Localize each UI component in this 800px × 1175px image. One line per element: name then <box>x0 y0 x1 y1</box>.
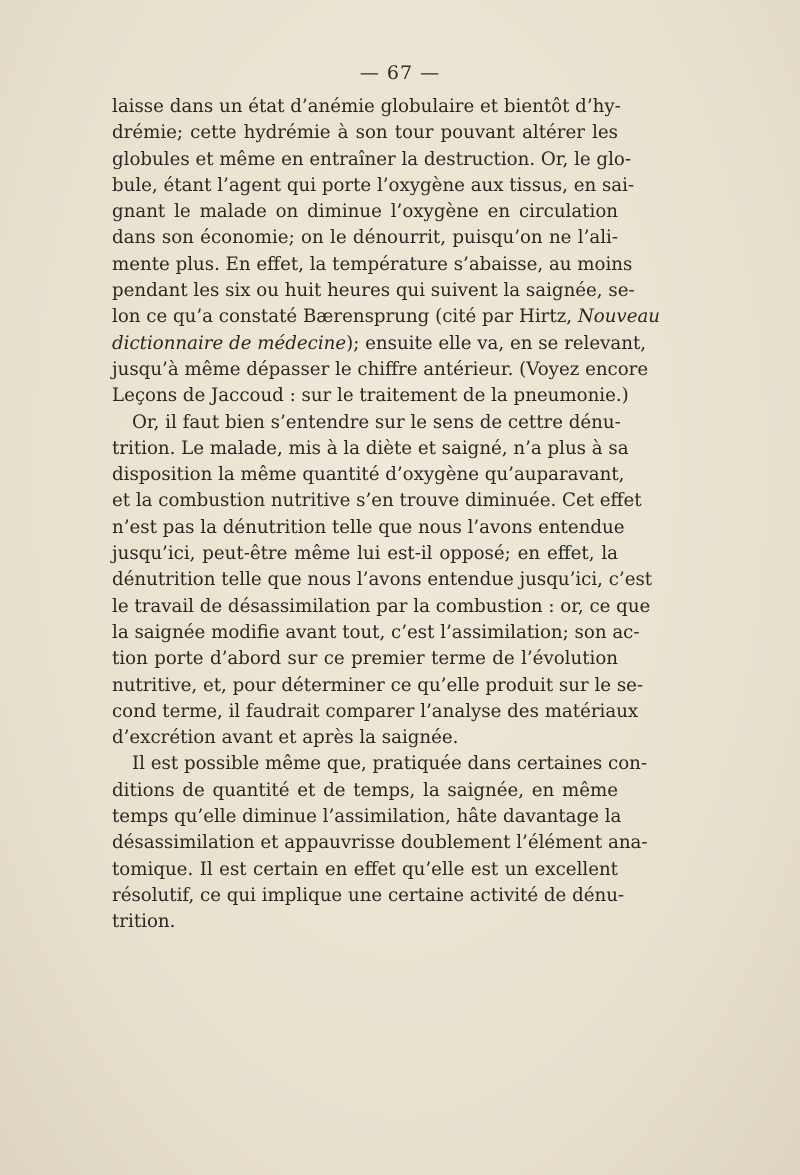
text-line: la saignée modifie avant tout, c’est l’assimilation; son ac- <box>112 621 640 643</box>
body-text <box>112 94 661 936</box>
text-line: gnant le malade on diminue l’oxygène en circulation <box>112 201 618 223</box>
text-line: cond terme, il faudrait comparer l’analyse des matériaux <box>112 700 639 722</box>
text-line: temps qu’elle diminue l’assimilation, hâte davantage la <box>112 806 622 828</box>
text-line <box>112 331 647 357</box>
text-line: jusqu’ici, peut-être même lui est-il opposé; en effet, la <box>112 543 618 565</box>
text-line: ditions de quantité et de temps, la saignée, en même <box>112 779 618 801</box>
text-line: d’excrétion avant et après la saignée. <box>112 727 459 749</box>
text-line: et la combustion nutritive s’en trouve diminuée. Cet effet <box>112 490 642 512</box>
text-line: le travail de désassimilation par la combustion : or, ce que <box>112 595 651 617</box>
italic-title: dictionnaire de médecine <box>112 332 347 354</box>
text-line: bule, étant l’agent qui porte l’oxygène aux tissus, en sai- <box>112 174 635 196</box>
text-line: nutritive, et, pour déterminer ce qu’elle produit sur le se- <box>112 674 644 696</box>
text-line: globules et même en entraîner la destruction. Or, le glo- <box>112 148 631 170</box>
text-line: désassimilation et appauvrisse doublement l’élément ana- <box>112 832 648 854</box>
text-line: dénutrition telle que nous l’avons entendue jusqu’ici, c’est <box>112 569 653 591</box>
text-line: résolutif, ce qui implique une certaine activité de dénu- <box>112 884 625 906</box>
text-line: pendant les six ou huit heures qui suivent la saignée, se- <box>112 280 635 302</box>
paragraph <box>112 410 653 752</box>
text-line: drémie; cette hydrémie à son tour pouvant altérer les <box>112 122 618 144</box>
text-line: tomique. Il est certain en effet qu’elle est un excellent <box>112 858 618 880</box>
paragraph <box>112 94 661 410</box>
text-line: tion porte d’abord sur ce premier terme de l’évolution <box>112 648 618 670</box>
text-line: laisse dans un état d’anémie globulaire et bientôt d’hy- <box>112 96 621 117</box>
text-line: n’est pas la dénutrition telle que nous l’avons entendue <box>112 516 625 538</box>
text-line: Il est possible même que, pratiquée dans certaines con- <box>132 753 648 775</box>
text-line <box>112 304 661 330</box>
paragraph <box>112 751 648 935</box>
page-number: — 67 — <box>359 62 441 84</box>
text-line: trition. <box>112 911 176 933</box>
italic-title: Nouveau <box>577 306 661 328</box>
text-line: dans son économie; on le dénourrit, puisqu’on ne l’ali- <box>112 227 618 249</box>
text-line: Or, il faut bien s’entendre sur le sens de cettre dénu- <box>132 411 621 433</box>
text-run: lon ce qu’a constaté Bærensprung (cité par Hirtz, <box>112 306 578 328</box>
text-line: Leçons de Jaccoud : sur le traitement de la pneumonie.) <box>112 385 629 407</box>
text-run: ); ensuite elle va, en se relevant, <box>346 332 647 354</box>
text-line: jusqu’à même dépasser le chiffre antérieur. (Voyez encore <box>112 358 649 380</box>
text-line: mente plus. En effet, la température s’abaisse, au moins <box>112 253 633 275</box>
text-line: disposition la même quantité d’oxygène qu’auparavant, <box>112 464 625 486</box>
text-line: trition. Le malade, mis à la diète et saigné, n’a plus à sa <box>112 437 629 459</box>
